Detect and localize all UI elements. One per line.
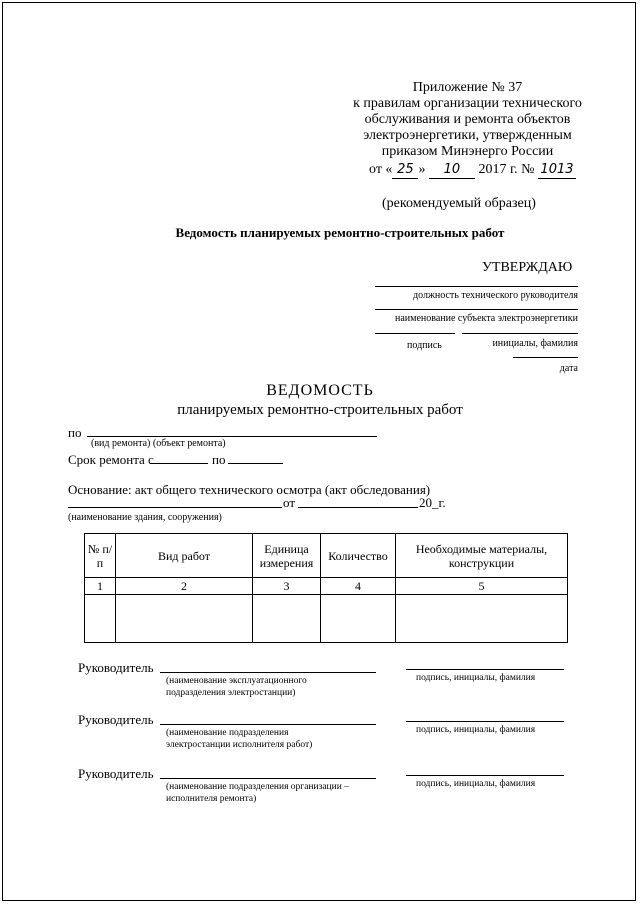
table-cell[interactable]	[396, 595, 568, 643]
date-year: 2017 г. №	[478, 162, 535, 177]
table-header-row	[85, 534, 568, 578]
appendix-line-5: приказом Минэнерго России	[381, 144, 554, 159]
term-label: Срок ремонта с	[68, 452, 154, 467]
initials-caption: инициалы, фамилия	[492, 338, 578, 349]
signature-right-line	[406, 721, 564, 722]
position-line	[375, 286, 578, 287]
signature-line	[375, 333, 455, 334]
document-title: Ведомость планируемых ремонтно-строительных работ	[175, 225, 505, 240]
table-cell[interactable]	[321, 595, 396, 643]
repair-type-caption: (вид ремонта) (объект ремонта)	[91, 438, 226, 449]
header-work-type: Вид работ	[116, 534, 253, 578]
term-to-label: по	[212, 452, 226, 467]
signature-caption: подпись	[407, 340, 442, 351]
works-table	[84, 533, 568, 643]
signature-caption-2: подразделения электростанции)	[166, 688, 296, 698]
signature-name-line	[160, 672, 376, 673]
signature-name-line	[160, 778, 376, 779]
date-month: 10	[429, 162, 475, 179]
building-line	[68, 507, 282, 508]
header-unit: Единица измерения	[253, 534, 321, 578]
initials-line	[462, 333, 578, 334]
position-caption: должность технического руководителя	[413, 290, 578, 301]
table-number-row	[85, 578, 568, 595]
signature-right-line	[406, 669, 564, 670]
po-label: по	[68, 425, 82, 440]
basis-text: Основание: акт общего технического осмотра (акт обследования)	[68, 482, 431, 497]
signature-caption-1: (наименование эксплуатационного	[166, 676, 307, 686]
col-number-2: 2	[116, 578, 253, 595]
date-prefix: от «	[369, 162, 393, 177]
signature-label: Руководитель	[78, 660, 154, 675]
statement-subtitle: планируемых ремонтно-строительных работ	[177, 402, 463, 418]
approve-title: УТВЕРЖДАЮ	[482, 260, 573, 275]
date-line	[513, 357, 578, 358]
signature-label: Руководитель	[78, 766, 154, 781]
date-mid: »	[418, 162, 426, 177]
date-caption: дата	[559, 363, 578, 374]
year-suffix: 20_г.	[419, 495, 446, 510]
header-number: № п/п	[85, 534, 116, 578]
signature-caption-1: (наименование подразделения организации –	[166, 782, 349, 792]
appendix-block	[330, 80, 605, 160]
table-cell[interactable]	[116, 595, 253, 643]
appendix-line-1: Приложение № 37	[412, 80, 523, 95]
col-number-4: 4	[321, 578, 396, 595]
from-line	[298, 507, 418, 508]
entity-caption: наименование субъекта электроэнергетики	[394, 313, 578, 324]
signature-right-caption: подпись, инициалы, фамилия	[416, 779, 536, 789]
appendix-line-3: обслуживания и ремонта объектов	[364, 112, 571, 127]
signature-block-3	[0, 766, 640, 816]
entity-line	[375, 309, 578, 310]
term-from-line	[150, 463, 208, 464]
appendix-line-2: к правилам организации технического	[353, 96, 582, 111]
signature-block-2	[0, 712, 640, 762]
col-number-3: 3	[253, 578, 321, 595]
statement-heading: ВЕДОМОСТЬ	[266, 382, 374, 399]
order-number: 1013	[538, 162, 576, 179]
date-day: 25	[392, 162, 418, 179]
term-to-line	[228, 463, 283, 464]
appendix-line-4: электроэнергетики, утвержденным	[363, 128, 572, 143]
signature-label: Руководитель	[78, 712, 154, 727]
signature-right-line	[406, 775, 564, 776]
col-number-1: 1	[85, 578, 116, 595]
table-row	[85, 595, 568, 643]
signature-caption-2: исполнителя ремонта)	[166, 794, 257, 804]
header-quantity: Количество	[321, 534, 396, 578]
signature-caption-2: электростанции исполнителя работ)	[166, 740, 313, 750]
signature-right-caption: подпись, инициалы, фамилия	[416, 725, 536, 735]
table-cell[interactable]	[85, 595, 116, 643]
from-label: от	[283, 495, 296, 510]
signature-right-caption: подпись, инициалы, фамилия	[416, 673, 536, 683]
signature-name-line	[160, 724, 376, 725]
repair-line	[87, 436, 377, 437]
signature-block-1	[0, 660, 640, 710]
signature-caption-1: (наименование подразделения	[166, 728, 289, 738]
recommended-sample: (рекомендуемый образец)	[382, 196, 536, 211]
header-materials: Необходимые материалы, конструкции	[396, 534, 568, 578]
building-caption: (наименование здания, сооружения)	[68, 512, 222, 523]
table-cell[interactable]	[253, 595, 321, 643]
col-number-5: 5	[396, 578, 568, 595]
appendix-date-line	[369, 162, 629, 179]
